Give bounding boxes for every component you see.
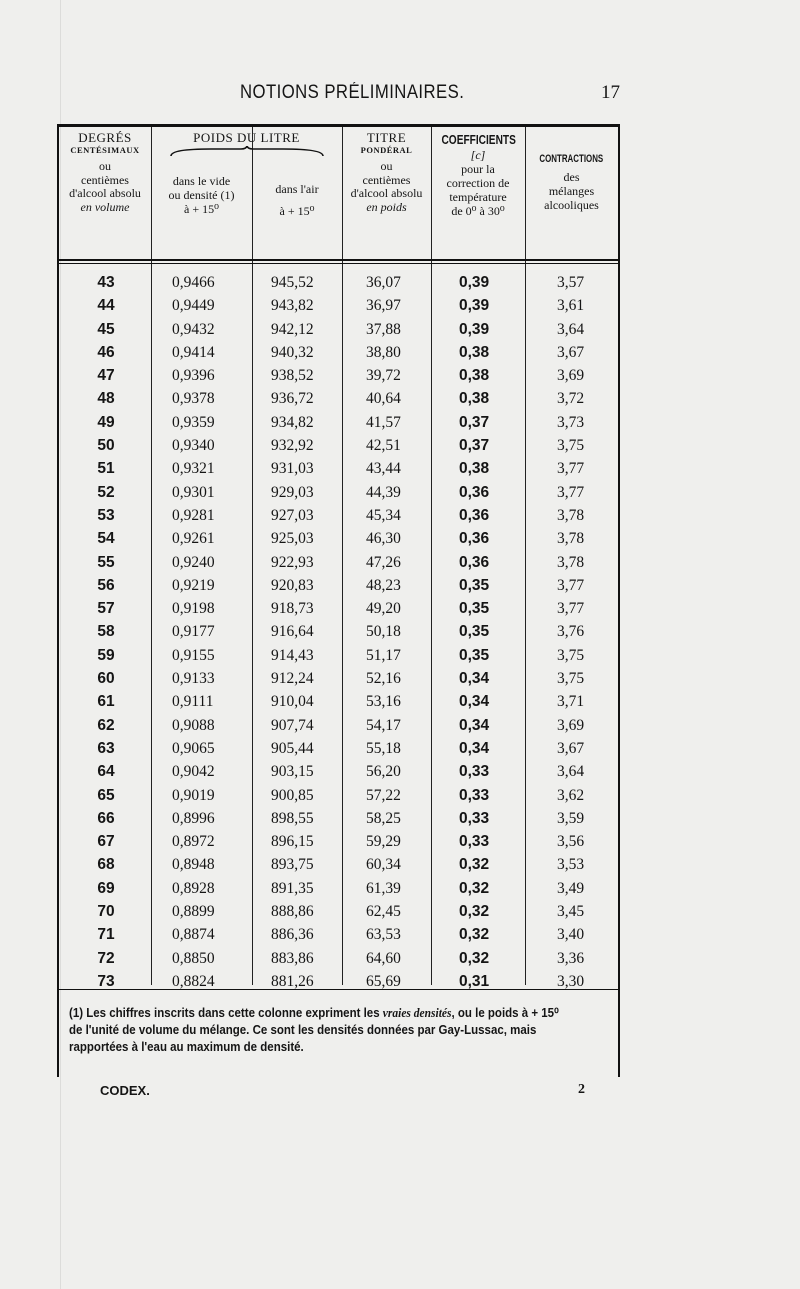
cell-coefficient: 0,35 bbox=[459, 646, 490, 664]
cell-degree: 44 bbox=[97, 297, 115, 315]
cell-contraction: 3,77 bbox=[557, 600, 585, 618]
cell-density: 0,9414 bbox=[172, 343, 215, 361]
cell-coefficient: 0,31 bbox=[459, 972, 490, 990]
cell-degree: 68 bbox=[97, 856, 115, 874]
cell-weight-air: 943,82 bbox=[271, 297, 314, 315]
cell-contraction: 3,76 bbox=[557, 623, 585, 641]
cell-degree: 57 bbox=[97, 600, 115, 618]
cell-degree: 53 bbox=[97, 506, 115, 524]
cell-titre: 63,53 bbox=[366, 926, 401, 944]
cell-titre: 64,60 bbox=[366, 949, 401, 967]
cell-density: 0,9301 bbox=[172, 483, 215, 501]
cell-density: 0,9261 bbox=[172, 530, 215, 548]
cell-density: 0,9219 bbox=[172, 576, 215, 594]
page-header bbox=[60, 80, 620, 106]
cell-weight-air: 922,93 bbox=[271, 553, 314, 571]
cell-titre: 47,26 bbox=[366, 553, 401, 571]
cell-weight-air: 916,64 bbox=[271, 623, 314, 641]
header-contractions: CONTRACTIONS des mélanges alcooliques bbox=[539, 153, 604, 212]
cell-contraction: 3,40 bbox=[557, 926, 585, 944]
cell-titre: 65,69 bbox=[366, 972, 401, 990]
cell-contraction: 3,77 bbox=[557, 460, 585, 478]
cell-weight-air: 881,26 bbox=[271, 972, 314, 990]
cell-contraction: 3,36 bbox=[557, 949, 585, 967]
cell-titre: 42,51 bbox=[366, 437, 401, 455]
cell-density: 0,8899 bbox=[172, 903, 215, 921]
table-row bbox=[59, 760, 618, 783]
cell-degree: 52 bbox=[97, 483, 115, 501]
cell-density: 0,9281 bbox=[172, 506, 215, 524]
cell-degree: 64 bbox=[97, 763, 115, 781]
cell-weight-air: 929,03 bbox=[271, 483, 314, 501]
cell-weight-air: 898,55 bbox=[271, 809, 314, 827]
cell-titre: 51,17 bbox=[366, 646, 401, 664]
table-row bbox=[59, 527, 618, 550]
header-densite: dans le vide ou densité (1) à + 15⁰ bbox=[168, 174, 235, 216]
cell-coefficient: 0,33 bbox=[459, 786, 490, 804]
cell-weight-air: 945,52 bbox=[271, 274, 314, 291]
cell-weight-air: 914,43 bbox=[271, 646, 314, 664]
table-row bbox=[59, 271, 618, 294]
cell-contraction: 3,78 bbox=[557, 506, 585, 524]
cell-density: 0,9111 bbox=[172, 693, 214, 711]
cell-density: 0,9466 bbox=[172, 274, 215, 291]
cell-coefficient: 0,32 bbox=[459, 903, 490, 921]
cell-degree: 59 bbox=[97, 646, 115, 664]
table-row bbox=[59, 481, 618, 504]
cell-degree: 46 bbox=[97, 343, 115, 361]
table-row bbox=[59, 387, 618, 410]
cell-contraction: 3,69 bbox=[557, 367, 585, 385]
cell-coefficient: 0,33 bbox=[459, 763, 490, 781]
brace-icon bbox=[151, 146, 342, 160]
data-table bbox=[57, 124, 620, 1077]
cell-density: 0,9019 bbox=[172, 786, 215, 804]
cell-contraction: 3,75 bbox=[557, 646, 585, 664]
cell-degree: 61 bbox=[97, 693, 115, 711]
cell-coefficient: 0,32 bbox=[459, 856, 490, 874]
table-row bbox=[59, 737, 618, 760]
cell-weight-air: 886,36 bbox=[271, 926, 314, 944]
cell-weight-air: 912,24 bbox=[271, 670, 314, 688]
cell-degree: 58 bbox=[97, 623, 115, 641]
cell-coefficient: 0,34 bbox=[459, 693, 490, 711]
cell-weight-air: 903,15 bbox=[271, 763, 314, 781]
cell-weight-air: 907,74 bbox=[271, 716, 314, 734]
table-row bbox=[59, 900, 618, 923]
cell-density: 0,9198 bbox=[172, 600, 215, 618]
table-row bbox=[59, 877, 618, 900]
cell-weight-air: 940,32 bbox=[271, 343, 314, 361]
cell-coefficient: 0,33 bbox=[459, 833, 490, 851]
cell-weight-air: 938,52 bbox=[271, 367, 314, 385]
cell-density: 0,8972 bbox=[172, 833, 215, 851]
cell-titre: 53,16 bbox=[366, 693, 401, 711]
cell-weight-air: 883,86 bbox=[271, 949, 314, 967]
cell-contraction: 3,56 bbox=[557, 833, 585, 851]
cell-contraction: 3,77 bbox=[557, 576, 585, 594]
cell-coefficient: 0,37 bbox=[459, 437, 490, 455]
cell-titre: 59,29 bbox=[366, 833, 401, 851]
cell-contraction: 3,64 bbox=[557, 763, 585, 781]
header-degres: DEGRÉS CENTÉSIMAUX ou centièmes d'alcool absolu en volume bbox=[69, 130, 141, 215]
cell-titre: 36,07 bbox=[366, 274, 401, 291]
cell-titre: 43,44 bbox=[366, 460, 401, 478]
cell-degree: 71 bbox=[97, 926, 115, 944]
cell-degree: 51 bbox=[97, 460, 115, 478]
cell-contraction: 3,59 bbox=[557, 809, 585, 827]
cell-contraction: 3,61 bbox=[557, 297, 585, 315]
cell-density: 0,9449 bbox=[172, 297, 215, 315]
table-row bbox=[59, 597, 618, 620]
table-bottom-rule bbox=[59, 989, 618, 990]
table-row bbox=[59, 830, 618, 853]
cell-coefficient: 0,36 bbox=[459, 553, 490, 571]
cell-contraction: 3,77 bbox=[557, 483, 585, 501]
cell-weight-air: 942,12 bbox=[271, 320, 314, 338]
cell-coefficient: 0,35 bbox=[459, 576, 490, 594]
cell-contraction: 3,72 bbox=[557, 390, 585, 408]
cell-weight-air: 900,85 bbox=[271, 786, 314, 804]
table-row bbox=[59, 784, 618, 807]
cell-degree: 45 bbox=[97, 320, 115, 338]
table-row bbox=[59, 318, 618, 341]
table-row bbox=[59, 457, 618, 480]
cell-coefficient: 0,36 bbox=[459, 530, 490, 548]
table-row bbox=[59, 807, 618, 830]
cell-coefficient: 0,39 bbox=[459, 320, 490, 338]
signature-number: 2 bbox=[578, 1082, 585, 1097]
cell-density: 0,9155 bbox=[172, 646, 215, 664]
cell-density: 0,9396 bbox=[172, 367, 215, 385]
cell-density: 0,9042 bbox=[172, 763, 215, 781]
cell-titre: 49,20 bbox=[366, 600, 401, 618]
header-rule bbox=[59, 259, 618, 261]
cell-contraction: 3,78 bbox=[557, 553, 585, 571]
cell-weight-air: 893,75 bbox=[271, 856, 314, 874]
cell-degree: 65 bbox=[97, 786, 115, 804]
cell-coefficient: 0,32 bbox=[459, 949, 490, 967]
cell-contraction: 3,30 bbox=[557, 972, 585, 990]
cell-contraction: 3,67 bbox=[557, 343, 585, 361]
cell-coefficient: 0,33 bbox=[459, 809, 490, 827]
cell-titre: 62,45 bbox=[366, 903, 401, 921]
cell-coefficient: 0,36 bbox=[459, 506, 490, 524]
cell-titre: 61,39 bbox=[366, 879, 401, 897]
cell-coefficient: 0,32 bbox=[459, 926, 490, 944]
cell-contraction: 3,49 bbox=[557, 879, 585, 897]
cell-density: 0,8996 bbox=[172, 809, 215, 827]
table-row bbox=[59, 947, 618, 970]
cell-coefficient: 0,36 bbox=[459, 483, 490, 501]
cell-degree: 43 bbox=[97, 274, 115, 291]
cell-density: 0,8850 bbox=[172, 949, 215, 967]
cell-coefficient: 0,38 bbox=[459, 390, 490, 408]
header-coefficients: COEFFICIENTS [c] pour la correction de température de 0⁰ à 30⁰ bbox=[441, 132, 516, 218]
header-poids-air: dans l'air à + 15⁰ bbox=[275, 182, 319, 218]
cell-coefficient: 0,34 bbox=[459, 716, 490, 734]
cell-density: 0,8928 bbox=[172, 879, 215, 897]
cell-density: 0,9378 bbox=[172, 390, 215, 408]
cell-titre: 41,57 bbox=[366, 413, 401, 431]
cell-contraction: 3,78 bbox=[557, 530, 585, 548]
cell-coefficient: 0,39 bbox=[459, 274, 490, 291]
table-row bbox=[59, 341, 618, 364]
cell-degree: 63 bbox=[97, 739, 115, 757]
cell-weight-air: 918,73 bbox=[271, 600, 314, 618]
header-poids-du-litre: POIDS DU LITRE bbox=[151, 127, 342, 157]
cell-titre: 57,22 bbox=[366, 786, 401, 804]
table-row bbox=[59, 690, 618, 713]
cell-titre: 36,97 bbox=[366, 297, 401, 315]
table-row bbox=[59, 364, 618, 387]
cell-coefficient: 0,34 bbox=[459, 739, 490, 757]
table-row bbox=[59, 620, 618, 643]
cell-degree: 72 bbox=[97, 949, 115, 967]
cell-degree: 60 bbox=[97, 670, 115, 688]
cell-weight-air: 896,15 bbox=[271, 833, 314, 851]
cell-density: 0,8824 bbox=[172, 972, 215, 990]
cell-titre: 55,18 bbox=[366, 739, 401, 757]
cell-coefficient: 0,35 bbox=[459, 623, 490, 641]
cell-density: 0,9359 bbox=[172, 413, 215, 431]
cell-density: 0,9133 bbox=[172, 670, 215, 688]
cell-weight-air: 932,92 bbox=[271, 437, 314, 455]
cell-degree: 56 bbox=[97, 576, 115, 594]
cell-weight-air: 905,44 bbox=[271, 739, 314, 757]
cell-coefficient: 0,38 bbox=[459, 460, 490, 478]
cell-titre: 45,34 bbox=[366, 506, 401, 524]
table-row bbox=[59, 923, 618, 946]
cell-degree: 55 bbox=[97, 553, 115, 571]
cell-coefficient: 0,39 bbox=[459, 297, 490, 315]
table-row bbox=[59, 411, 618, 434]
cell-weight-air: 925,03 bbox=[271, 530, 314, 548]
cell-degree: 67 bbox=[97, 833, 115, 851]
table-row bbox=[59, 714, 618, 737]
cell-contraction: 3,64 bbox=[557, 320, 585, 338]
table-row bbox=[59, 853, 618, 876]
cell-weight-air: 888,86 bbox=[271, 903, 314, 921]
cell-titre: 50,18 bbox=[366, 623, 401, 641]
cell-titre: 58,25 bbox=[366, 809, 401, 827]
cell-titre: 38,80 bbox=[366, 343, 401, 361]
cell-titre: 52,16 bbox=[366, 670, 401, 688]
cell-coefficient: 0,37 bbox=[459, 413, 490, 431]
cell-titre: 60,34 bbox=[366, 856, 401, 874]
table-row bbox=[59, 644, 618, 667]
cell-density: 0,8874 bbox=[172, 926, 215, 944]
table-body bbox=[59, 271, 618, 993]
cell-contraction: 3,67 bbox=[557, 739, 585, 757]
cell-titre: 39,72 bbox=[366, 367, 401, 385]
cell-degree: 49 bbox=[97, 413, 115, 431]
table-row bbox=[59, 551, 618, 574]
cell-density: 0,9065 bbox=[172, 739, 215, 757]
cell-titre: 46,30 bbox=[366, 530, 401, 548]
cell-contraction: 3,69 bbox=[557, 716, 585, 734]
cell-degree: 50 bbox=[97, 437, 115, 455]
cell-titre: 40,64 bbox=[366, 390, 401, 408]
cell-weight-air: 927,03 bbox=[271, 506, 314, 524]
cell-weight-air: 931,03 bbox=[271, 460, 314, 478]
footnote: (1) Les chiffres inscrits dans cette colonne expriment les vraies densités, ou le poids à + 15⁰ de l'unité de volume du mélange. Ce sont les densités données par Gay-Lussac, mais rapportées à l'eau au maximum de densité. bbox=[69, 1006, 559, 1054]
cell-weight-air: 910,04 bbox=[271, 693, 314, 711]
cell-degree: 48 bbox=[97, 390, 115, 408]
cell-titre: 48,23 bbox=[366, 576, 401, 594]
cell-contraction: 3,62 bbox=[557, 786, 585, 804]
cell-density: 0,9432 bbox=[172, 320, 215, 338]
cell-contraction: 3,73 bbox=[557, 413, 585, 431]
cell-degree: 47 bbox=[97, 367, 115, 385]
cell-degree: 66 bbox=[97, 809, 115, 827]
cell-density: 0,8948 bbox=[172, 856, 215, 874]
cell-titre: 56,20 bbox=[366, 763, 401, 781]
running-head: NOTIONS PRÉLIMINAIRES. bbox=[240, 82, 465, 103]
cell-contraction: 3,57 bbox=[557, 274, 585, 291]
cell-coefficient: 0,34 bbox=[459, 670, 490, 688]
cell-contraction: 3,71 bbox=[557, 693, 585, 711]
cell-degree: 70 bbox=[97, 903, 115, 921]
cell-coefficient: 0,35 bbox=[459, 600, 490, 618]
cell-contraction: 3,75 bbox=[557, 437, 585, 455]
cell-titre: 44,39 bbox=[366, 483, 401, 501]
page-number: 17 bbox=[601, 82, 620, 103]
table-row bbox=[59, 574, 618, 597]
cell-contraction: 3,45 bbox=[557, 903, 585, 921]
cell-titre: 37,88 bbox=[366, 320, 401, 338]
cell-coefficient: 0,38 bbox=[459, 343, 490, 361]
cell-titre: 54,17 bbox=[366, 716, 401, 734]
cell-degree: 69 bbox=[97, 879, 115, 897]
cell-degree: 73 bbox=[97, 972, 115, 990]
cell-contraction: 3,53 bbox=[557, 856, 585, 874]
table-row bbox=[59, 667, 618, 690]
cell-degree: 62 bbox=[97, 716, 115, 734]
cell-coefficient: 0,38 bbox=[459, 367, 490, 385]
cell-density: 0,9340 bbox=[172, 437, 215, 455]
cell-coefficient: 0,32 bbox=[459, 879, 490, 897]
cell-density: 0,9088 bbox=[172, 716, 215, 734]
header-rule bbox=[59, 263, 618, 264]
cell-density: 0,9321 bbox=[172, 460, 215, 478]
header-titre-ponderal: TITRE PONDÉRAL ou centièmes d'alcool absolu en poids bbox=[350, 130, 423, 215]
cell-weight-air: 920,83 bbox=[271, 576, 314, 594]
cell-contraction: 3,75 bbox=[557, 670, 585, 688]
cell-weight-air: 891,35 bbox=[271, 879, 314, 897]
table-row bbox=[59, 504, 618, 527]
cell-degree: 54 bbox=[97, 530, 115, 548]
table-row bbox=[59, 294, 618, 317]
cell-density: 0,9240 bbox=[172, 553, 215, 571]
table-row bbox=[59, 434, 618, 457]
cell-weight-air: 936,72 bbox=[271, 390, 314, 408]
cell-weight-air: 934,82 bbox=[271, 413, 314, 431]
cell-density: 0,9177 bbox=[172, 623, 215, 641]
signature-mark: CODEX. bbox=[100, 1083, 150, 1098]
